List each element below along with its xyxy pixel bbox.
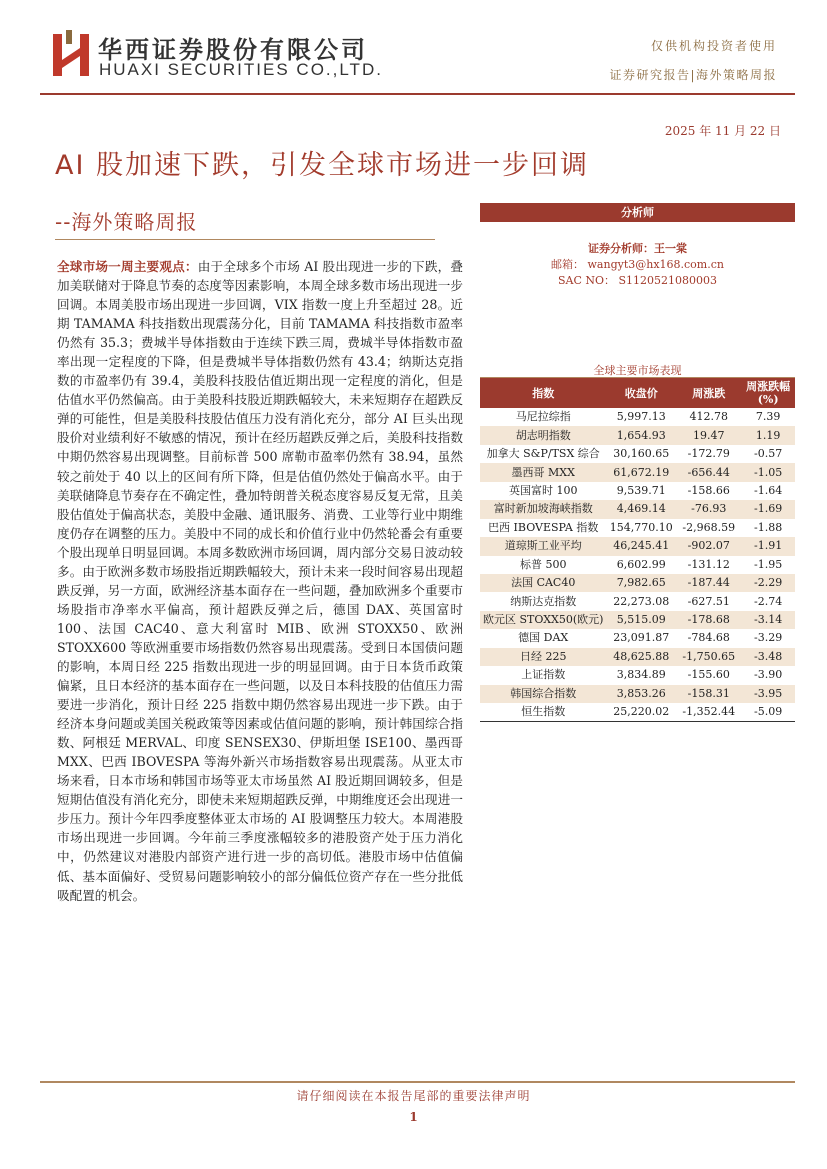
cell-close: 22,273.08 [613, 594, 670, 608]
analyst-name: 证券分析师：王一棠 [588, 242, 687, 255]
table-row [480, 445, 795, 463]
cell-change: -656.44 [676, 463, 741, 481]
table-row [480, 648, 795, 666]
cell-close: 61,672.19 [606, 463, 676, 481]
cell-index-name: 纳斯达克指数 [510, 594, 577, 608]
cell-index-name: 日经 225 [480, 648, 606, 666]
table-row [480, 408, 795, 426]
cell-index-name: 加拿大 S&P/TSX 综合 [486, 447, 600, 461]
cell-close: 5,997.13 [616, 410, 666, 424]
col-header-close: 收盘价 [606, 378, 676, 408]
cell-pct: -1.88 [754, 520, 783, 534]
cell-close: 3,853.26 [606, 685, 676, 703]
cell-index-name: 欧元区 STOXX50(欧元) [480, 611, 606, 629]
cell-index-name: 恒生指数 [480, 703, 606, 722]
company-name-cn: 华西证券股份有限公司 [98, 36, 368, 64]
table-row [480, 666, 795, 684]
analyst-email: 邮箱： wangyt3@hx168.com.cn [551, 258, 724, 271]
col-header-change: 周涨跌 [676, 378, 741, 408]
cell-index-name: 道琼斯工业平均 [480, 537, 606, 555]
cell-close: 5,515.09 [606, 611, 676, 629]
cell-index-name: 法国 CAC40 [480, 574, 606, 592]
cell-pct: -3.95 [741, 685, 795, 703]
cell-index-name: 马尼拉综指 [515, 410, 571, 424]
cell-pct: -3.48 [741, 648, 795, 666]
cell-close: 46,245.41 [606, 537, 676, 555]
cell-change: -158.31 [676, 685, 741, 703]
report-title: AI 股加速下跌，引发全球市场进一步回调 [55, 150, 590, 181]
cell-close: 1,654.93 [606, 426, 676, 444]
cell-change: -784.68 [687, 631, 730, 645]
cell-index-name: 德国 DAX [518, 631, 569, 645]
table-row [480, 611, 795, 629]
table-row [480, 537, 795, 555]
cell-close: 4,469.14 [606, 500, 676, 518]
cell-change: 19.47 [676, 426, 741, 444]
huaxi-logo-icon [53, 30, 89, 80]
table-row [480, 574, 795, 592]
report-subtitle: --海外策略周报 [55, 210, 198, 234]
cell-close: 7,982.65 [606, 574, 676, 592]
cell-pct: -0.57 [754, 447, 783, 461]
table-row [480, 629, 795, 647]
commentary-text: 由于全球多个市场 AI 股出现进一步的下跌，叠加美联储对于降息节奏的态度等因素影响，本周全球多数市场出现进一步回调。本周美股市场出现进一步回调，VIX 指数一度上升至超过 28。近期 TAMAMA 科技指数出现震荡分化，目前 TAMAMA 科技指数市盈率仍然有 35.3；费城半导体指数由于连续下跌三周，费城半导体指数市盈率出现一定程度的下降，但是费城半导体指数仍然有 43.4；纳斯达克指数的市盈率仍有 39.4，美股科技股估值近期出现一定程度的消化，但是估值水平仍然偏高。由于美股科技股近期跌幅较大，未来短期存在超跌反弹的可能性，但是美股科技股估值压力没有消化充分，部分 AI 巨头出现股价对业绩利好不敏感的情况，预计在经历超跌反弹之后，美股科技指数中期仍然容易出现调整。目前标普 500 席勒市盈率仍然有 38.94，虽然较之前处于 40 以上的区间有所下降，但是估值仍然处于偏高水平。由于美联储降息节奏存在不确定性，叠加特朗普关税态度容易反复无常，且美股估值处于偏高状态，美股中金融、通讯服务、消费、工业等行业中期维度仍存在调整的压力。美股中不同的成长和价值行业中仍然轮番会有重要个股出现单日明显回调。本周多数欧洲市场回调，周内部分交易日波动较多。由于欧洲多数市场股指近期跌幅较大，预计未来一段时间容易出现超跌反弹，另一方面，欧洲经济基本面存在一些问题，叠加欧洲多个重要市场股指市净率水平偏高，预计超跌反弹之后，德国 DAX、英国富时 100、法国 CAC40、意大利富时 MIB、欧洲 STOXX50、欧洲 STOXX600 等欧洲重要市场指数仍然容易出现震荡。受到日本国债问题的影响，本周日经 225 指数出现进一步的明显回调。由于日本货币政策偏紧，且日本经济的基本面存在一些问题，以及日本科技股的估值压力需要进一步消化，预计日经 225 指数中期仍然容易出现进一步下跌。由于经济本身问题或美国关税政策等因素或估值问题的影响，预计韩国综合指数、阿根廷 MERVAL、印度 SENSEX30、伊斯坦堡 ISE100、墨西哥 MXX、巴西 IBOVESPA 等海外新兴市场指数容易出现震荡。从亚太市场来看，日本市场和韩国市场等亚太市场虽然 AI 股近期回调较多，但是短期估值没有消化充分，即使未来短期超跌反弹，中期维度还会出现进一步压力。预计今年四季度整体亚太市场的 AI 股调整压力较大。本周港股市场出现进一步回调。今年前三季度涨幅较多的港股资产处于压力消化中，仍然建议对港股内部资产进行进一步的高切低。港股市场中估值偏低、基本面偏好、受贸易问题影响较小的部分偏低位资产存在一些分批低吸配置的机会。 [57, 259, 464, 903]
cell-pct: -1.05 [741, 463, 795, 481]
cell-close: 30,160.65 [613, 447, 670, 461]
cell-close: 23,091.87 [613, 631, 670, 645]
table-row [480, 556, 795, 574]
cell-change: -178.68 [676, 611, 741, 629]
header-divider [40, 93, 795, 95]
series-tag: 证券研究报告|海外策略周报 [609, 68, 777, 82]
cell-change: -1,352.44 [676, 703, 741, 722]
cell-pct: 7.39 [755, 410, 781, 424]
cell-change: -155.60 [687, 668, 730, 682]
table-row [480, 463, 795, 481]
analyst-sac-number: SAC NO： S1120521080003 [557, 274, 718, 287]
cell-pct: -3.29 [754, 631, 783, 645]
cell-index-name: 标普 500 [519, 557, 567, 571]
main-commentary [57, 257, 463, 905]
cell-change: -172.79 [687, 447, 730, 461]
commentary-lead: 全球市场一周主要观点： [57, 259, 198, 274]
cell-close: 25,220.02 [606, 703, 676, 722]
table-row [480, 426, 795, 444]
cell-change: -1,750.65 [676, 648, 741, 666]
cell-close: 48,625.88 [606, 648, 676, 666]
cell-pct: -1.69 [741, 500, 795, 518]
table-row [480, 482, 795, 500]
footer-divider [40, 1081, 795, 1083]
legal-disclaimer: 请仔细阅读在本报告尾部的重要法律声明 [296, 1089, 531, 1103]
cell-index-name: 巴西 IBOVESPA 指数 [488, 520, 599, 534]
table-body [480, 408, 795, 722]
page-number: 1 [409, 1110, 418, 1124]
table-row [480, 703, 795, 722]
cell-change: -76.93 [676, 500, 741, 518]
table-row [480, 685, 795, 703]
cell-change: -902.07 [676, 537, 741, 555]
cell-pct: -3.14 [741, 611, 795, 629]
cell-change: -131.12 [687, 557, 730, 571]
cell-index-name: 韩国综合指数 [480, 685, 606, 703]
market-table-caption: 全球主要市场表现 [593, 364, 682, 377]
col-header-index: 指数 [480, 378, 606, 408]
cell-change: -2,968.59 [682, 520, 736, 534]
cell-change: -187.44 [676, 574, 741, 592]
cell-change: -158.66 [687, 483, 730, 497]
cell-pct: -1.64 [754, 483, 783, 497]
cell-index-name: 富时新加坡海峡指数 [480, 500, 606, 518]
cell-pct: -1.95 [754, 557, 783, 571]
cell-pct: 1.19 [741, 426, 795, 444]
table-row [480, 500, 795, 518]
cell-pct: -1.91 [741, 537, 795, 555]
subtitle-divider [55, 239, 435, 240]
report-date: 2025 年 11 月 22 日 [664, 124, 781, 138]
cell-pct: -5.09 [741, 703, 795, 722]
cell-index-name: 墨西哥 MXX [480, 463, 606, 481]
company-name-en: HUAXI SECURITIES CO.,LTD. [99, 60, 383, 79]
cell-change: -627.51 [687, 594, 730, 608]
cell-pct: -2.29 [741, 574, 795, 592]
cell-close: 6,602.99 [616, 557, 666, 571]
cell-index-name: 英国富时 100 [508, 483, 578, 497]
col-header-pct: 周涨跌幅(%) [741, 378, 795, 408]
cell-change: 412.78 [689, 410, 728, 424]
analyst-section-header: 分析师 [480, 203, 795, 222]
market-performance-table [480, 378, 795, 722]
cell-close: 154,770.10 [609, 520, 673, 534]
cell-index-name: 胡志明指数 [480, 426, 606, 444]
cell-pct: -2.74 [754, 594, 783, 608]
table-header-row [480, 378, 795, 408]
table-row [480, 519, 795, 537]
cell-pct: -3.90 [754, 668, 783, 682]
cell-close: 9,539.71 [616, 483, 666, 497]
table-row [480, 592, 795, 610]
cell-index-name: 上证指数 [521, 668, 566, 682]
audience-tag: 仅供机构投资者使用 [650, 39, 777, 53]
cell-close: 3,834.89 [616, 668, 666, 682]
